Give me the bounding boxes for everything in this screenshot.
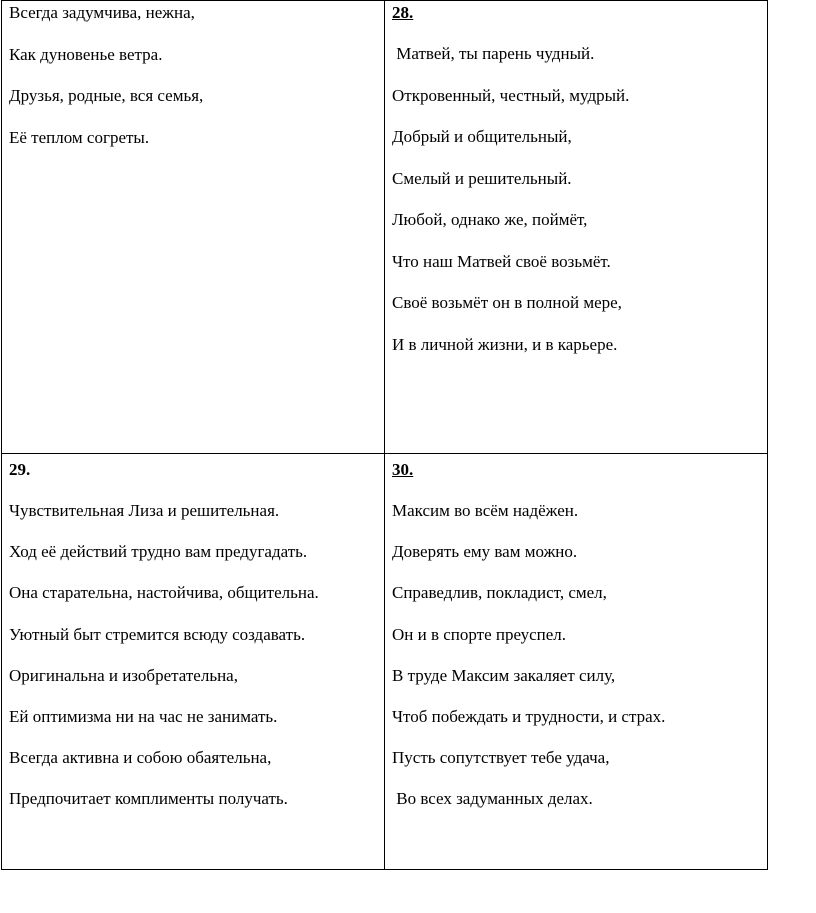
poem-line: Матвей, ты парень чудный. — [392, 44, 595, 63]
poem-number: 30. — [392, 460, 414, 479]
poem-number: 28. — [392, 3, 414, 22]
poem-line: Ход её действий трудно вам предугадать. — [9, 542, 308, 562]
poem-number: 29. — [9, 460, 31, 479]
poem-line: Максим во всём надёжен. — [392, 501, 579, 520]
table-row — [2, 1, 768, 454]
poem-cell-28 — [385, 1, 768, 454]
poem-lines — [392, 501, 767, 809]
poem-line: Добрый и общительный, — [392, 127, 572, 146]
poem-line: Чтоб побеждать и трудности, и страх. — [392, 706, 666, 726]
poem-line: Всегда задумчива, нежна, — [9, 3, 195, 22]
poem-line: Откровенный, честный, мудрый. — [392, 85, 630, 105]
poem-line: Смелый и решительный. — [392, 168, 572, 188]
poem-line: Что наш Матвей своё возьмёт. — [392, 251, 611, 271]
poem-line: Предпочитает комплименты получать. — [9, 789, 288, 809]
poem-line: Своё возьмёт он в полной мере, — [392, 293, 622, 312]
poem-line: Друзья, родные, вся семья, — [9, 86, 204, 105]
poem-cell-top-left — [2, 1, 385, 454]
poem-line: Её теплом согреты. — [9, 127, 150, 147]
poem-line: Уютный быт стремится всюду создавать. — [9, 624, 306, 644]
poem-line: Он и в спорте преуспел. — [392, 624, 567, 644]
poem-lines — [392, 44, 767, 355]
poem-line: И в личной жизни, и в карьере. — [392, 334, 618, 354]
poem-line: Пусть сопутствует тебе удача, — [392, 748, 610, 768]
poem-lines — [2, 1, 384, 148]
poem-line: Всегда активна и собою обаятельна, — [9, 748, 272, 768]
poem-line: Как дуновенье ветра. — [9, 44, 163, 64]
poem-line: В труде Максим закаляет силу, — [392, 665, 616, 685]
poem-cell-30 — [385, 454, 768, 870]
poem-line: Справедлив, покладист, смел, — [392, 583, 607, 603]
poem-line: Любой, однако же, поймёт, — [392, 210, 588, 229]
poem-lines — [9, 501, 384, 809]
table-row — [2, 454, 768, 870]
poem-line: Доверять ему вам можно. — [392, 542, 578, 562]
poem-line: Оригинальна и изобретательна, — [9, 665, 238, 685]
poem-line: Ей оптимизма ни на час не занимать. — [9, 706, 278, 726]
poem-table — [1, 0, 768, 870]
poem-cell-29 — [2, 454, 385, 870]
poem-line: Чувствительная Лиза и решительная. — [9, 501, 280, 520]
poem-line: Во всех задуманных делах. — [392, 789, 593, 809]
poem-line: Она старательна, настойчива, общительна. — [9, 583, 319, 603]
